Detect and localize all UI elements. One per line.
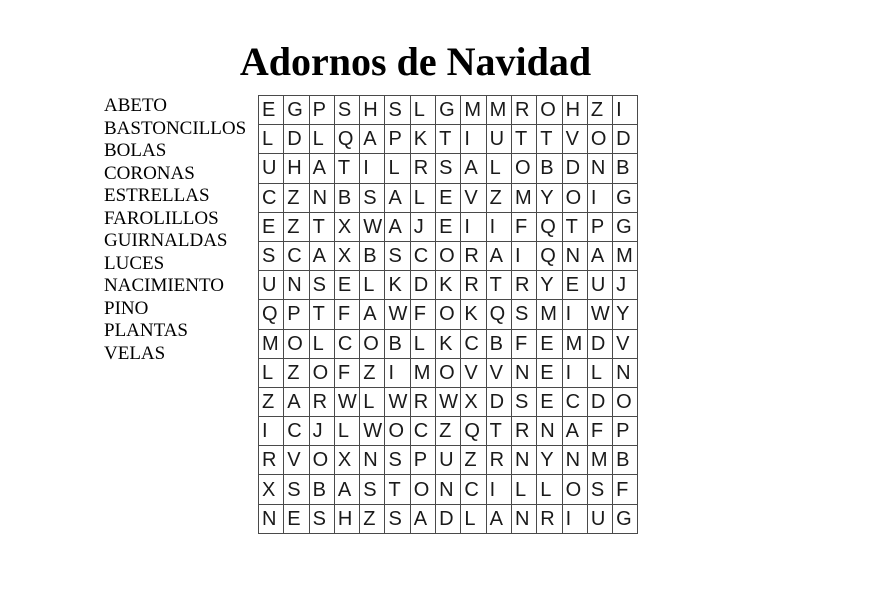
- grid-cell[interactable]: C: [334, 329, 359, 358]
- grid-cell[interactable]: K: [385, 271, 410, 300]
- grid-cell[interactable]: O: [360, 329, 385, 358]
- grid-row: [259, 96, 638, 125]
- grid-cell[interactable]: Z: [284, 183, 309, 212]
- grid-cell[interactable]: C: [259, 183, 284, 212]
- grid-cell[interactable]: Y: [537, 446, 562, 475]
- grid-cell[interactable]: S: [385, 96, 410, 125]
- grid-cell[interactable]: E: [334, 271, 359, 300]
- grid-cell[interactable]: Q: [461, 417, 486, 446]
- word-list-item: LUCES: [104, 252, 165, 274]
- grid-cell[interactable]: I: [562, 504, 587, 533]
- grid-cell[interactable]: Q: [486, 300, 511, 329]
- grid-cell[interactable]: W: [436, 387, 461, 416]
- grid-cell[interactable]: I: [385, 358, 410, 387]
- grid-cell[interactable]: H: [334, 504, 359, 533]
- word-list-item: ABETO: [104, 95, 167, 116]
- word-list-item: CORONAS: [104, 162, 195, 184]
- grid-cell[interactable]: M: [410, 358, 435, 387]
- grid-cell[interactable]: I: [486, 212, 511, 241]
- grid-cell[interactable]: S: [436, 154, 461, 183]
- grid-cell[interactable]: A: [309, 154, 334, 183]
- grid-cell[interactable]: D: [562, 154, 587, 183]
- grid-cell[interactable]: I: [562, 358, 587, 387]
- grid-cell[interactable]: S: [309, 271, 334, 300]
- grid-cell[interactable]: I: [587, 183, 612, 212]
- grid-cell[interactable]: Z: [259, 387, 284, 416]
- grid-cell[interactable]: P: [587, 212, 612, 241]
- grid-cell[interactable]: M: [613, 241, 638, 270]
- grid-cell[interactable]: E: [436, 183, 461, 212]
- grid-cell[interactable]: J: [309, 417, 334, 446]
- grid-cell[interactable]: P: [284, 300, 309, 329]
- grid-cell[interactable]: G: [613, 504, 638, 533]
- grid-cell[interactable]: F: [334, 358, 359, 387]
- grid-cell[interactable]: U: [587, 271, 612, 300]
- grid-cell[interactable]: G: [436, 96, 461, 125]
- grid-cell[interactable]: W: [360, 417, 385, 446]
- grid-cell[interactable]: L: [511, 475, 536, 504]
- grid-cell[interactable]: S: [587, 475, 612, 504]
- grid-cell[interactable]: T: [562, 212, 587, 241]
- grid-cell[interactable]: A: [334, 475, 359, 504]
- grid-cell[interactable]: R: [259, 446, 284, 475]
- grid-cell[interactable]: T: [309, 300, 334, 329]
- grid-cell[interactable]: O: [562, 475, 587, 504]
- grid-cell[interactable]: A: [486, 504, 511, 533]
- grid-cell[interactable]: C: [284, 417, 309, 446]
- grid-row: [259, 125, 638, 154]
- word-list-item: VELAS: [104, 342, 166, 364]
- grid-cell[interactable]: Z: [461, 446, 486, 475]
- grid-cell[interactable]: E: [259, 96, 284, 125]
- grid-cell[interactable]: J: [410, 212, 435, 241]
- grid-cell[interactable]: R: [511, 271, 536, 300]
- grid-cell[interactable]: E: [537, 358, 562, 387]
- grid-row: [259, 329, 638, 358]
- grid-cell[interactable]: H: [284, 154, 309, 183]
- grid-cell[interactable]: X: [259, 475, 284, 504]
- grid-cell[interactable]: V: [562, 125, 587, 154]
- grid-cell[interactable]: Q: [537, 241, 562, 270]
- grid-row: [259, 446, 638, 475]
- grid-cell[interactable]: S: [284, 475, 309, 504]
- grid-cell[interactable]: N: [537, 417, 562, 446]
- grid-cell[interactable]: S: [511, 300, 536, 329]
- grid-cell[interactable]: C: [461, 329, 486, 358]
- grid-cell[interactable]: Q: [334, 125, 359, 154]
- grid-cell[interactable]: O: [309, 446, 334, 475]
- grid-cell[interactable]: N: [562, 446, 587, 475]
- grid-cell[interactable]: Q: [537, 212, 562, 241]
- grid-cell[interactable]: X: [334, 241, 359, 270]
- puzzle-title: Adornos de Navidad: [239, 39, 592, 84]
- grid-cell[interactable]: A: [410, 504, 435, 533]
- grid-cell[interactable]: L: [410, 329, 435, 358]
- grid-cell[interactable]: T: [486, 417, 511, 446]
- grid-cell[interactable]: L: [385, 154, 410, 183]
- grid-cell[interactable]: R: [486, 446, 511, 475]
- grid-cell[interactable]: S: [385, 241, 410, 270]
- grid-cell[interactable]: M: [562, 329, 587, 358]
- grid-cell[interactable]: V: [613, 329, 638, 358]
- word-list-item: BASTONCILLOS: [104, 117, 247, 139]
- word-list-item: GUIRNALDAS: [104, 230, 228, 251]
- grid-cell[interactable]: W: [385, 300, 410, 329]
- grid-cell[interactable]: L: [410, 183, 435, 212]
- grid-cell[interactable]: A: [461, 154, 486, 183]
- grid-cell[interactable]: E: [436, 212, 461, 241]
- grid-cell[interactable]: Z: [486, 183, 511, 212]
- word-list-item: PLANTAS: [104, 320, 188, 341]
- grid-cell[interactable]: S: [385, 504, 410, 533]
- grid-cell[interactable]: U: [259, 154, 284, 183]
- grid-cell[interactable]: A: [360, 125, 385, 154]
- letter-grid: [258, 95, 638, 534]
- grid-cell[interactable]: F: [410, 300, 435, 329]
- grid-cell[interactable]: O: [436, 241, 461, 270]
- grid-cell[interactable]: O: [613, 387, 638, 416]
- grid-cell[interactable]: H: [562, 96, 587, 125]
- grid-cell[interactable]: F: [613, 475, 638, 504]
- grid-cell[interactable]: B: [309, 475, 334, 504]
- grid-row: [259, 387, 638, 416]
- grid-row: [259, 154, 638, 183]
- grid-cell[interactable]: G: [284, 96, 309, 125]
- grid-cell[interactable]: S: [511, 387, 536, 416]
- grid-cell[interactable]: P: [385, 125, 410, 154]
- grid-cell[interactable]: C: [410, 417, 435, 446]
- word-list: [104, 95, 246, 365]
- grid-cell[interactable]: S: [385, 446, 410, 475]
- grid-cell[interactable]: K: [461, 300, 486, 329]
- grid-cell[interactable]: N: [562, 241, 587, 270]
- grid-cell[interactable]: P: [410, 446, 435, 475]
- grid-row: [259, 183, 638, 212]
- grid-cell[interactable]: D: [410, 271, 435, 300]
- grid-cell[interactable]: N: [284, 271, 309, 300]
- grid-cell[interactable]: Z: [284, 212, 309, 241]
- grid-cell[interactable]: R: [461, 271, 486, 300]
- grid-cell[interactable]: A: [486, 241, 511, 270]
- grid-cell[interactable]: T: [486, 271, 511, 300]
- grid-cell[interactable]: F: [334, 300, 359, 329]
- grid-cell[interactable]: E: [259, 212, 284, 241]
- grid-cell[interactable]: L: [410, 96, 435, 125]
- grid-cell[interactable]: R: [410, 154, 435, 183]
- grid-cell[interactable]: A: [562, 417, 587, 446]
- grid-cell[interactable]: L: [360, 271, 385, 300]
- grid-cell[interactable]: L: [587, 358, 612, 387]
- grid-cell[interactable]: I: [259, 417, 284, 446]
- grid-cell[interactable]: A: [360, 300, 385, 329]
- grid-cell[interactable]: N: [511, 446, 536, 475]
- grid-cell[interactable]: B: [486, 329, 511, 358]
- grid-cell[interactable]: O: [436, 300, 461, 329]
- grid-cell[interactable]: E: [284, 504, 309, 533]
- grid-cell[interactable]: A: [385, 183, 410, 212]
- grid-cell[interactable]: O: [436, 358, 461, 387]
- grid-cell[interactable]: Z: [436, 417, 461, 446]
- grid-cell[interactable]: K: [410, 125, 435, 154]
- grid-cell[interactable]: Z: [587, 96, 612, 125]
- grid-cell[interactable]: B: [334, 183, 359, 212]
- grid-cell[interactable]: I: [461, 125, 486, 154]
- grid-cell[interactable]: V: [461, 183, 486, 212]
- grid-cell[interactable]: A: [309, 241, 334, 270]
- grid-cell[interactable]: E: [562, 271, 587, 300]
- grid-cell[interactable]: I: [461, 212, 486, 241]
- grid-cell[interactable]: B: [613, 154, 638, 183]
- grid-row: [259, 271, 638, 300]
- grid-cell[interactable]: T: [385, 475, 410, 504]
- grid-cell[interactable]: M: [511, 183, 536, 212]
- grid-cell[interactable]: L: [486, 154, 511, 183]
- grid-cell[interactable]: L: [537, 475, 562, 504]
- grid-cell[interactable]: M: [259, 329, 284, 358]
- grid-cell[interactable]: F: [511, 329, 536, 358]
- grid-cell[interactable]: E: [537, 329, 562, 358]
- grid-cell[interactable]: D: [587, 329, 612, 358]
- grid-cell[interactable]: N: [436, 475, 461, 504]
- grid-cell[interactable]: A: [587, 241, 612, 270]
- grid-cell[interactable]: I: [613, 96, 638, 125]
- grid-cell[interactable]: T: [537, 125, 562, 154]
- grid-cell[interactable]: N: [360, 446, 385, 475]
- grid-cell[interactable]: L: [259, 358, 284, 387]
- grid-cell[interactable]: O: [309, 358, 334, 387]
- grid-cell[interactable]: D: [613, 125, 638, 154]
- grid-cell[interactable]: V: [486, 358, 511, 387]
- grid-row: [259, 358, 638, 387]
- grid-cell[interactable]: I: [562, 300, 587, 329]
- grid-cell[interactable]: N: [309, 183, 334, 212]
- grid-cell[interactable]: U: [259, 271, 284, 300]
- grid-cell[interactable]: D: [436, 504, 461, 533]
- grid-cell[interactable]: Z: [284, 358, 309, 387]
- grid-cell[interactable]: O: [587, 125, 612, 154]
- grid-cell[interactable]: Y: [537, 183, 562, 212]
- grid-cell[interactable]: L: [259, 125, 284, 154]
- grid-cell[interactable]: U: [436, 446, 461, 475]
- grid-cell[interactable]: F: [587, 417, 612, 446]
- grid-cell[interactable]: O: [537, 96, 562, 125]
- grid-cell[interactable]: O: [511, 154, 536, 183]
- grid-cell[interactable]: R: [537, 504, 562, 533]
- grid-cell[interactable]: G: [613, 212, 638, 241]
- word-list-item: FAROLILLOS: [104, 207, 219, 229]
- word-list-item: NACIMIENTO: [104, 275, 224, 296]
- grid-cell[interactable]: C: [562, 387, 587, 416]
- grid-cell[interactable]: B: [385, 329, 410, 358]
- grid-cell[interactable]: K: [436, 329, 461, 358]
- grid-cell[interactable]: X: [334, 212, 359, 241]
- word-list-item: PINO: [104, 297, 149, 319]
- grid-cell[interactable]: S: [360, 183, 385, 212]
- grid-cell[interactable]: Z: [360, 504, 385, 533]
- word-list-item: ESTRELLAS: [104, 185, 210, 206]
- word-list-item: BOLAS: [104, 140, 167, 161]
- grid-cell[interactable]: D: [284, 125, 309, 154]
- grid-cell[interactable]: V: [284, 446, 309, 475]
- grid-row: [259, 417, 638, 446]
- grid-row: [259, 504, 638, 533]
- grid-cell[interactable]: S: [259, 241, 284, 270]
- grid-cell[interactable]: G: [613, 183, 638, 212]
- grid-cell[interactable]: B: [613, 446, 638, 475]
- grid-cell[interactable]: R: [461, 241, 486, 270]
- grid-cell[interactable]: Y: [613, 300, 638, 329]
- grid-row: [259, 300, 638, 329]
- grid-cell[interactable]: Y: [537, 271, 562, 300]
- grid-cell[interactable]: J: [613, 271, 638, 300]
- grid-cell[interactable]: L: [309, 125, 334, 154]
- grid-cell[interactable]: M: [486, 96, 511, 125]
- grid-cell[interactable]: O: [284, 329, 309, 358]
- grid-cell[interactable]: T: [436, 125, 461, 154]
- grid-cell[interactable]: X: [334, 446, 359, 475]
- grid-cell[interactable]: U: [587, 504, 612, 533]
- grid-cell[interactable]: S: [360, 475, 385, 504]
- grid-cell[interactable]: R: [410, 387, 435, 416]
- grid-cell[interactable]: W: [587, 300, 612, 329]
- grid-cell[interactable]: T: [334, 154, 359, 183]
- grid-cell[interactable]: W: [334, 387, 359, 416]
- grid-cell[interactable]: A: [385, 212, 410, 241]
- grid-cell[interactable]: R: [309, 387, 334, 416]
- grid-cell[interactable]: R: [511, 96, 536, 125]
- grid-cell[interactable]: O: [410, 475, 435, 504]
- grid-row: [259, 212, 638, 241]
- grid-cell[interactable]: X: [461, 387, 486, 416]
- grid-cell[interactable]: V: [461, 358, 486, 387]
- grid-cell[interactable]: T: [309, 212, 334, 241]
- grid-cell[interactable]: L: [461, 504, 486, 533]
- grid-cell[interactable]: M: [537, 300, 562, 329]
- grid-row: [259, 241, 638, 270]
- grid-cell[interactable]: F: [511, 212, 536, 241]
- grid-cell[interactable]: B: [360, 241, 385, 270]
- grid-cell[interactable]: N: [511, 358, 536, 387]
- grid-cell[interactable]: Q: [259, 300, 284, 329]
- grid-cell[interactable]: N: [613, 358, 638, 387]
- grid-cell[interactable]: W: [360, 212, 385, 241]
- grid-cell[interactable]: O: [562, 183, 587, 212]
- grid-cell[interactable]: Z: [360, 358, 385, 387]
- grid-cell[interactable]: R: [511, 417, 536, 446]
- grid-cell[interactable]: E: [537, 387, 562, 416]
- grid-cell[interactable]: W: [385, 387, 410, 416]
- grid-cell[interactable]: C: [461, 475, 486, 504]
- grid-cell[interactable]: N: [259, 504, 284, 533]
- grid-cell[interactable]: U: [486, 125, 511, 154]
- grid-cell[interactable]: T: [511, 125, 536, 154]
- grid-cell[interactable]: I: [360, 154, 385, 183]
- grid-cell[interactable]: I: [486, 475, 511, 504]
- grid-row: [259, 475, 638, 504]
- grid-cell[interactable]: C: [284, 241, 309, 270]
- grid-cell[interactable]: B: [537, 154, 562, 183]
- grid-cell[interactable]: P: [309, 96, 334, 125]
- grid-cell[interactable]: D: [486, 387, 511, 416]
- grid-cell[interactable]: A: [284, 387, 309, 416]
- grid-cell[interactable]: C: [410, 241, 435, 270]
- grid-cell[interactable]: I: [511, 241, 536, 270]
- grid-cell[interactable]: L: [309, 329, 334, 358]
- grid-cell[interactable]: S: [309, 504, 334, 533]
- grid-cell[interactable]: L: [334, 417, 359, 446]
- grid-cell[interactable]: N: [511, 504, 536, 533]
- grid-cell[interactable]: M: [461, 96, 486, 125]
- grid-cell[interactable]: N: [587, 154, 612, 183]
- grid-cell[interactable]: K: [436, 271, 461, 300]
- grid-cell[interactable]: M: [587, 446, 612, 475]
- grid-cell[interactable]: P: [613, 417, 638, 446]
- grid-cell[interactable]: H: [360, 96, 385, 125]
- grid-cell[interactable]: D: [587, 387, 612, 416]
- grid-cell[interactable]: S: [334, 96, 359, 125]
- grid-cell[interactable]: L: [360, 387, 385, 416]
- grid-cell[interactable]: O: [385, 417, 410, 446]
